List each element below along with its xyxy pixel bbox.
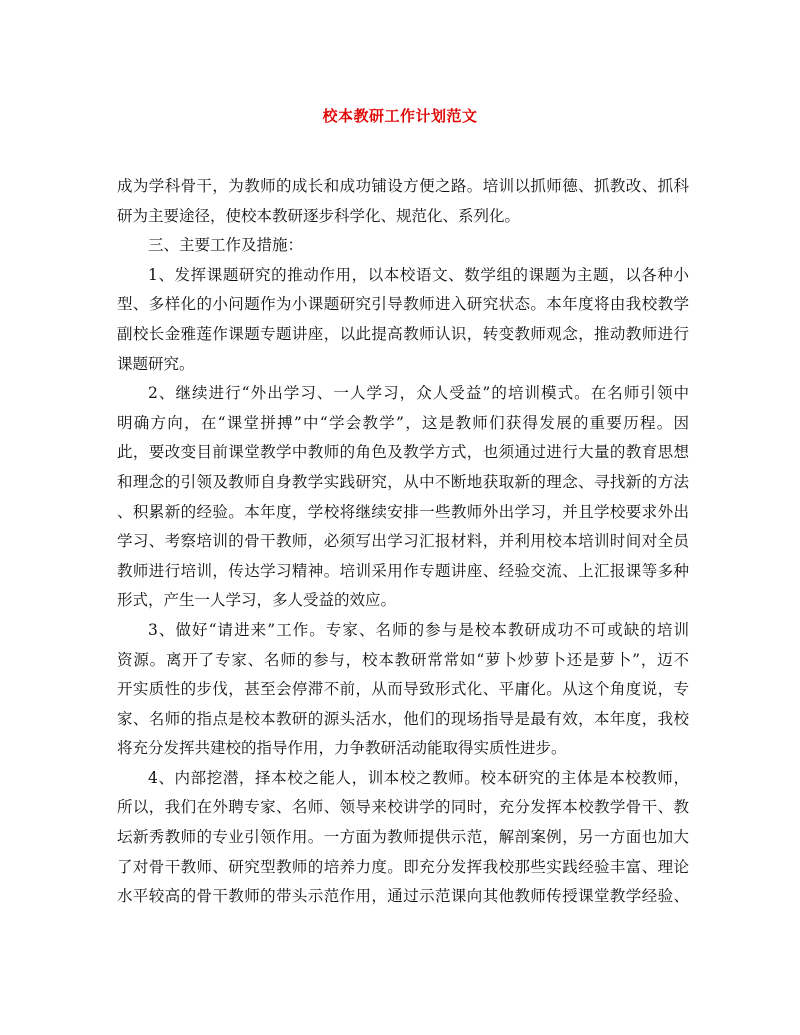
body-line: 将充分发挥共建校的指导作用，力争教研活动能取得实质性进步。 bbox=[117, 739, 567, 758]
body-line: 成为学科骨干，为教师的成长和成功铺设方便之路。培训以抓师德、抓教改、抓科 bbox=[117, 177, 689, 195]
body-line: 开实质性的步伐，甚至会停滞不前，从而导致形式化、平庸化。从这个角度说，专 bbox=[117, 680, 689, 699]
body-line: 资源。离开了专家、名师的参与，校本教研常常如“萝卜炒萝卜还是萝卜”，迈不 bbox=[117, 650, 689, 669]
body-line: 课题研究。 bbox=[117, 354, 195, 373]
body-line: 家、名师的指点是校本教研的源头活水，他们的现场指导是最有效，本年度，我校 bbox=[117, 709, 689, 728]
body-line: 型、多样化的小问题作为小课题研究引导教师进入研究状态。本年度将由我校教学 bbox=[117, 295, 689, 314]
body-line: 3、做好“请进来”工作。专家、名师的参与是校本教研成功不可或缺的培训 bbox=[148, 620, 689, 639]
body-line: 了对骨干教师、研究型教师的培养力度。即充分发挥我校那些实践经验丰富、理论 bbox=[117, 857, 689, 876]
body-line: 2、继续进行“外出学习、一人学习，众人受益”的培训模式。在名师引领中 bbox=[148, 384, 689, 403]
body-line: 形式，产生一人学习，多人受益的效应。 bbox=[117, 591, 397, 610]
body-line: 1、发挥课题研究的推动作用，以本校语文、数学组的课题为主题，以各种小 bbox=[148, 265, 689, 284]
section-heading: 三、主要工作及措施： bbox=[148, 236, 304, 255]
body-line: 水平较高的骨干教师的带头示范作用，通过示范课向其他教师传授课堂教学经验、 bbox=[117, 887, 689, 906]
body-line: 坛新秀教师的专业引领作用。一方面为教师提供示范，解剖案例，另一方面也加大 bbox=[117, 828, 689, 847]
document-title: 校本教研工作计划范文 bbox=[322, 107, 478, 125]
body-line: 和理念的引领及教师自身教学实践研究，从中不断地获取新的理念、寻找新的方法 bbox=[117, 472, 689, 491]
body-line: 此，要改变目前课堂教学中教师的角色及教学方式，也须通过进行大量的教育思想 bbox=[117, 443, 689, 462]
body-line: 学习、考察培训的骨干教师，必须写出学习汇报材料，并利用校本培训时间对全员 bbox=[117, 532, 689, 551]
body-line: 4、内部挖潜，择本校之能人，训本校之教师。校本研究的主体是本校教师， bbox=[148, 768, 689, 787]
body-line: 明确方向，在“课堂拼搏”中“学会教学”，这是教师们获得发展的重要历程。因 bbox=[117, 413, 689, 432]
body-line: 、积累新的经验。本年度，学校将继续安排一些教师外出学习，并且学校要求外出 bbox=[117, 502, 689, 521]
body-line: 教师进行培训，传达学习精神。培训采用作专题讲座、经验交流、上汇报课等多种 bbox=[117, 561, 689, 580]
body-line: 副校长金雅莲作课题专题讲座，以此提高教师认识，转变教师观念，推动教师进行 bbox=[117, 324, 689, 343]
body-line: 研为主要途径，使校本教研逐步科学化、规范化、系列化。 bbox=[117, 206, 521, 225]
document-body bbox=[117, 172, 689, 912]
body-line: 所以，我们在外聘专家、名师、领导来校讲学的同时，充分发挥本校教学骨干、教 bbox=[117, 798, 689, 817]
